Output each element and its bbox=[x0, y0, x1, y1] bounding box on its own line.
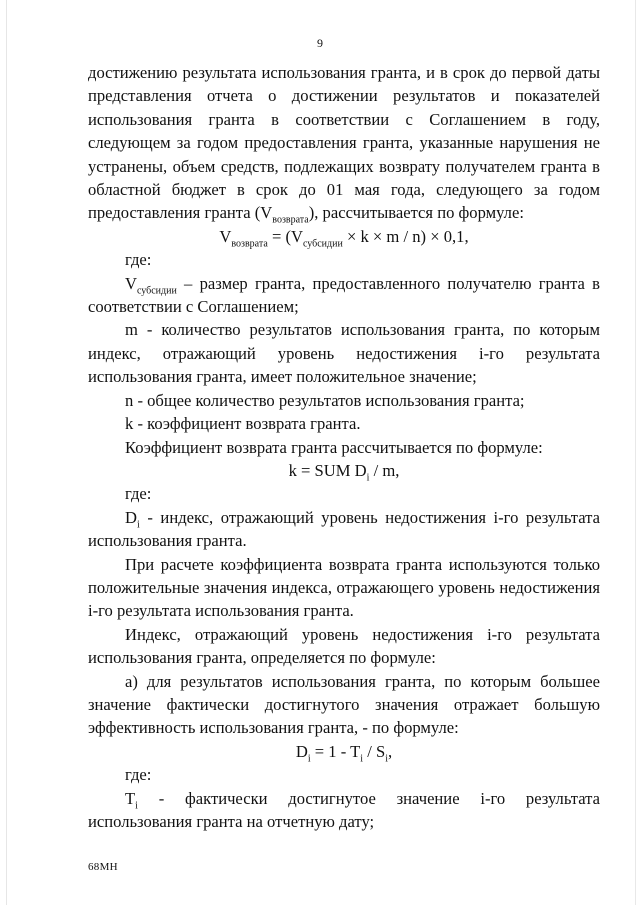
definition-m: m - количество результатов использования гранта, по которым индекс, отражающий уровень недостижения i-го результата использования гранта, имеет положительное значение; bbox=[88, 320, 600, 387]
where-label-1: где: bbox=[125, 250, 152, 270]
formula-k: k = SUM $D_i$ / m, bbox=[288, 460, 400, 484]
paragraph-case-a: а) для результатов использования гранта, по которым большее значение фактически достигнутого значения отражает большую эффективность использования гранта, - по формуле: bbox=[88, 671, 600, 738]
formula-return-volume: $V_{возврата} = (V_{субсидии} \times k \times m / n) \times 0,1$, bbox=[219, 226, 469, 250]
definition-di: $D_i$ - индекс, отражающий уровень недостижения i-го результата использования гранта. bbox=[88, 507, 600, 551]
footer-document-code: 68МН bbox=[88, 861, 118, 873]
where-label-3: где: bbox=[125, 765, 152, 785]
formula-di: $D_i = 1 - T_i / S_i$, bbox=[295, 741, 393, 765]
definition-ti: $T_i$ - фактически достигнутое значение i-го результата использования гранта на отчетную дату; bbox=[88, 788, 600, 831]
k-formula-intro: Коэффициент возврата гранта рассчитывается по формуле: bbox=[125, 437, 543, 457]
scan-edge-right bbox=[635, 0, 636, 905]
where-label-2: где: bbox=[125, 484, 152, 504]
document-body bbox=[88, 61, 600, 833]
paragraph-positive-values: При расчете коэффициента возврата гранта используются только положительные значения индекса, отражающего уровень недостижения i-го результата использования гранта. bbox=[88, 554, 600, 621]
page-number: 9 bbox=[317, 36, 323, 50]
definition-k: k - коэффициент возврата гранта. bbox=[125, 414, 361, 434]
definition-n: n - общее количество результатов использования гранта; bbox=[125, 390, 525, 410]
definition-v-subsidy: $V_{субсидии}$ – размер гранта, предоставленного получателю гранта в соответствии с Соглашением; bbox=[88, 273, 600, 317]
scan-edge-left bbox=[6, 0, 7, 905]
paragraph-index-definition: Индекс, отражающий уровень недостижения i-го результата использования гранта, определяется по формуле: bbox=[88, 624, 600, 668]
paragraph-intro: достижению результата использования гранта, и в срок до первой даты представления отчета о достижении результатов и показателей использования гранта в соответствии с Соглашением в году, следующем за годом предоставления гранта, указанные нарушения не устранены, объем средств, подлежащих возврату получателем гранта в областной бюджет в срок до 01 мая года, следующего за годом предоставления гранта $(V_{возврата})$, рассчитывается по формуле: bbox=[88, 63, 600, 226]
